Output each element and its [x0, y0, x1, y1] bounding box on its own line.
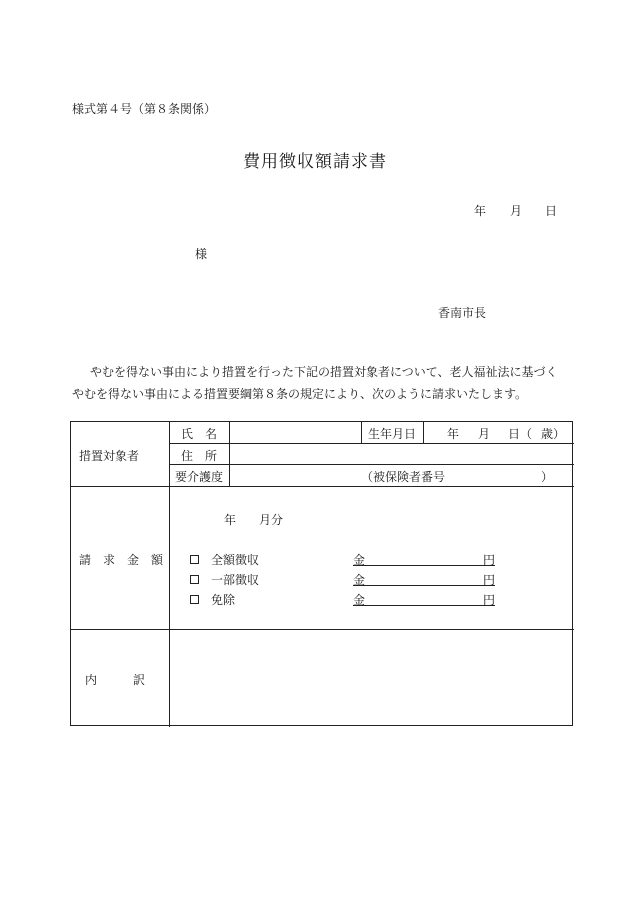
full-collection-label: 全額徴収	[211, 553, 260, 567]
partial-collection-label: 一部徴収	[211, 573, 260, 587]
label-column-divider	[169, 422, 170, 727]
billing-amount-label: 請 求 金 額	[79, 553, 164, 567]
birth-label-right-divider	[423, 422, 424, 443]
section-divider-subject	[71, 486, 574, 487]
addressee-honorific: 様	[195, 247, 208, 261]
billing-form-table	[70, 421, 573, 726]
partial-collection-checkbox[interactable]	[190, 575, 199, 584]
breakdown-field[interactable]	[175, 634, 569, 722]
exemption-amount-line[interactable]	[353, 605, 495, 606]
full-collection-unit: 円	[483, 553, 496, 567]
exemption-unit: 円	[483, 593, 496, 607]
partial-collection-amount-line[interactable]	[353, 585, 495, 586]
date-month-label: 月	[510, 204, 523, 218]
body-text-line-1: やむを得ない事由により措置を行った下記の措置対象者について、老人福祉法に基づく	[90, 365, 558, 379]
address-label: 住 所	[181, 449, 218, 463]
issuer-name: 香南市長	[438, 306, 487, 320]
billing-period-month: 月分	[259, 513, 284, 527]
exemption-checkbox[interactable]	[190, 595, 199, 604]
insured-number-label: （被保険者番号	[361, 470, 446, 484]
age-label: 歳）	[541, 427, 566, 441]
section-divider-billing	[71, 629, 574, 630]
birth-month-label: 月	[478, 427, 491, 441]
birth-label-left-divider	[361, 422, 362, 443]
birth-day-label: 日（	[508, 427, 533, 441]
full-collection-prefix: 金	[353, 553, 366, 567]
exemption-label: 免除	[211, 593, 236, 607]
partial-collection-unit: 円	[483, 573, 496, 587]
document-title: 費用徴収額請求書	[243, 152, 387, 172]
address-field[interactable]	[235, 446, 565, 461]
exemption-prefix: 金	[353, 593, 366, 607]
name-field[interactable]	[235, 425, 355, 440]
care-level-label: 要介護度	[175, 470, 224, 484]
partial-collection-prefix: 金	[353, 573, 366, 587]
birthdate-label: 生年月日	[368, 427, 417, 441]
birth-year-label: 年	[447, 427, 460, 441]
billing-period-year: 年	[224, 513, 237, 527]
name-label: 氏 名	[181, 427, 218, 441]
full-collection-checkbox[interactable]	[190, 555, 199, 564]
body-text-line-2: やむを得ない事由による措置要綱第８条の規定により、次のように請求いたします。	[72, 387, 528, 401]
field-label-column-divider	[229, 422, 230, 486]
breakdown-label: 内 訳	[85, 673, 146, 687]
full-collection-amount-line[interactable]	[353, 565, 495, 566]
subject-section-label: 措置対象者	[79, 449, 140, 463]
date-day-label: 日	[545, 204, 558, 218]
date-year-label: 年	[474, 204, 487, 218]
insured-number-close: ）	[541, 470, 554, 484]
form-number: 様式第４号（第８条関係）	[72, 102, 217, 116]
